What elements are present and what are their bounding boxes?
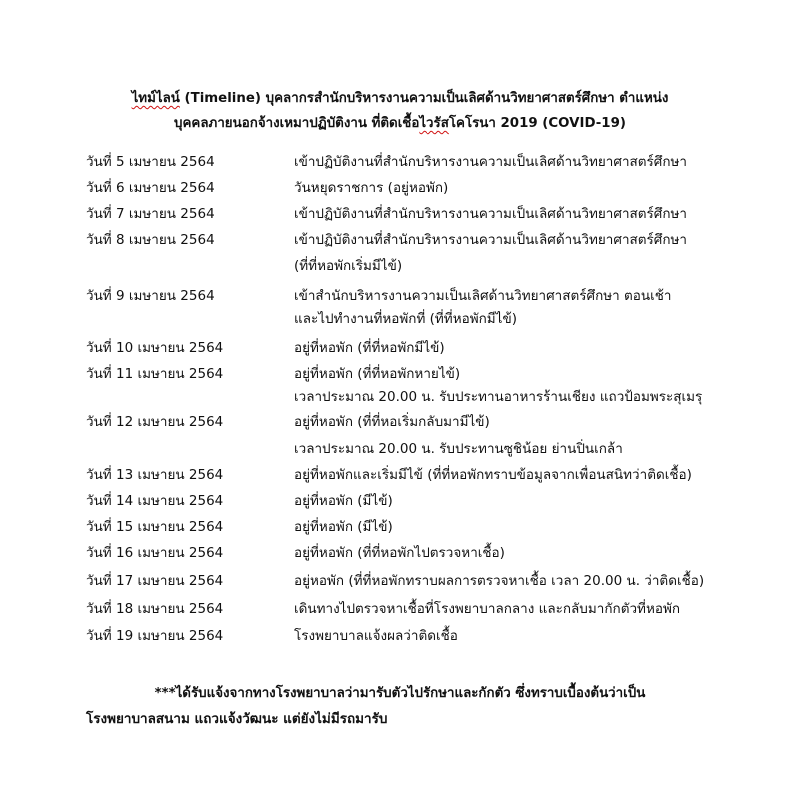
timeline-row-apr7 [0, 202, 800, 228]
title-virus-word: ไวรัส [419, 115, 449, 131]
timeline-row-apr8-cont [0, 254, 800, 280]
timeline-date: วันที่ 10 เมษายน 2564 [86, 340, 224, 356]
timeline-event: วันหยุดราชการ (อยู่หอพัก) [294, 180, 449, 196]
timeline-event: อยู่ที่หอพัก (ที่ที่หอพักไปตรวจหาเชื้อ) [294, 545, 505, 561]
timeline-date: วันที่ 12 เมษายน 2564 [86, 414, 224, 430]
timeline-row-apr14 [0, 489, 800, 515]
timeline-event: อยู่ที่หอพักและเริ่มมีไข้ (ที่ที่หอพักทราบข้อมูลจากเพื่อนสนิทว่าติดเชื้อ) [294, 467, 692, 483]
timeline-row-apr19 [0, 624, 800, 650]
timeline-date: วันที่ 18 เมษายน 2564 [86, 601, 224, 617]
title-line-1-rest: (Timeline) บุคลากรสำนักบริหารงานความเป็นเลิศด้านวิทยาศาสตร์ศึกษา ตำแหน่ง [179, 90, 669, 106]
timeline-row-apr5 [0, 150, 800, 176]
timeline-row-apr18 [0, 597, 800, 623]
footnote-line-1: ***ได้รับแจ้งจากทางโรงพยาบาลว่ามารับตัวไปรักษาและกักตัว ซึ่งทราบเบื้องต้นว่าเป็น [154, 685, 646, 701]
timeline-event: เดินทางไปตรวจหาเชื้อที่โรงพยาบาลกลาง และกลับมากักตัวที่หอพัก [294, 601, 681, 617]
timeline-event: อยู่ที่หอพัก (ที่ที่หอเริ่มกลับมามีไข้) [294, 414, 490, 430]
timeline-event: อยู่ที่หอพัก (ที่ที่หอพักหายไข้) [294, 366, 461, 382]
timeline-date: วันที่ 8 เมษายน 2564 [86, 232, 215, 248]
timeline-event: เข้าปฏิบัติงานที่สำนักบริหารงานความเป็นเลิศด้านวิทยาศาสตร์ศึกษา [294, 154, 688, 170]
footnote-line-2: โรงพยาบาลสนาม แถวแจ้งวัฒนะ แต่ยังไม่มีรถมารับ [86, 711, 388, 727]
title-timeline-word: ไทม์ไลน์ [131, 90, 180, 106]
timeline-event: อยู่หอพัก (ที่ที่หอพักทราบผลการตรวจหาเชื้อ เวลา 20.00 น. ว่าติดเชื้อ) [294, 573, 705, 589]
timeline-event-continuation: เวลาประมาณ 20.00 น. รับประทานซูชิน้อย ย่านปิ่นเกล้า [294, 441, 623, 457]
timeline-row-apr15 [0, 515, 800, 541]
timeline-date: วันที่ 19 เมษายน 2564 [86, 628, 224, 644]
timeline-date: วันที่ 11 เมษายน 2564 [86, 366, 224, 382]
title-line-2 [5, 111, 795, 133]
timeline-date: วันที่ 14 เมษายน 2564 [86, 493, 224, 509]
timeline-row-apr8 [0, 228, 800, 254]
timeline-event: โรงพยาบาลแจ้งผลว่าติดเชื้อ [294, 628, 458, 644]
timeline-date: วันที่ 9 เมษายน 2564 [86, 288, 215, 304]
timeline-event: เข้าปฏิบัติงานที่สำนักบริหารงานความเป็นเลิศด้านวิทยาศาสตร์ศึกษา [294, 232, 688, 248]
timeline-event-continuation: เวลาประมาณ 20.00 น. รับประทานอาหารร้านเชียง แถวป้อมพระสุเมรุ [294, 389, 703, 405]
timeline-event: อยู่ที่หอพัก (มีไข้) [294, 493, 393, 509]
timeline-date: วันที่ 13 เมษายน 2564 [86, 467, 224, 483]
timeline-event: อยู่ที่หอพัก (ที่ที่หอพักมีไข้) [294, 340, 445, 356]
timeline-date: วันที่ 6 เมษายน 2564 [86, 180, 215, 196]
timeline-date: วันที่ 15 เมษายน 2564 [86, 519, 224, 535]
timeline-event-continuation: และไปทำงานที่หอพักที่ (ที่ที่หอพักมีไข้) [294, 311, 517, 327]
timeline-row-apr12-cont [0, 437, 800, 463]
timeline-row-apr12 [0, 410, 800, 436]
timeline-event: เข้าปฏิบัติงานที่สำนักบริหารงานความเป็นเลิศด้านวิทยาศาสตร์ศึกษา [294, 206, 688, 222]
timeline-event: เข้าสำนักบริหารงานความเป็นเลิศด้านวิทยาศาสตร์ศึกษา ตอนเช้า [294, 288, 672, 304]
timeline-row-apr16 [0, 541, 800, 567]
title-line-1 [5, 86, 795, 108]
timeline-row-apr17 [0, 569, 800, 595]
timeline-row-apr10 [0, 336, 800, 362]
timeline-date: วันที่ 7 เมษายน 2564 [86, 206, 215, 222]
title-line-2-a: บุคคลภายนอกจ้างเหมาปฏิบัติงาน ที่ติดเชื้อ [174, 115, 420, 131]
timeline-date: วันที่ 5 เมษายน 2564 [86, 154, 215, 170]
timeline-row-apr6 [0, 176, 800, 202]
timeline-event: อยู่ที่หอพัก (มีไข้) [294, 519, 393, 535]
timeline-date: วันที่ 17 เมษายน 2564 [86, 573, 224, 589]
timeline-date: วันที่ 16 เมษายน 2564 [86, 545, 224, 561]
timeline-event-continuation: (ที่ที่หอพักเริ่มมีไข้) [294, 258, 403, 274]
timeline-row-apr9-cont [0, 307, 800, 333]
timeline-row-apr11-cont [0, 385, 800, 411]
title-line-2-c: โคโรนา 2019 (COVID-19) [448, 115, 626, 131]
timeline-row-apr13 [0, 463, 800, 489]
